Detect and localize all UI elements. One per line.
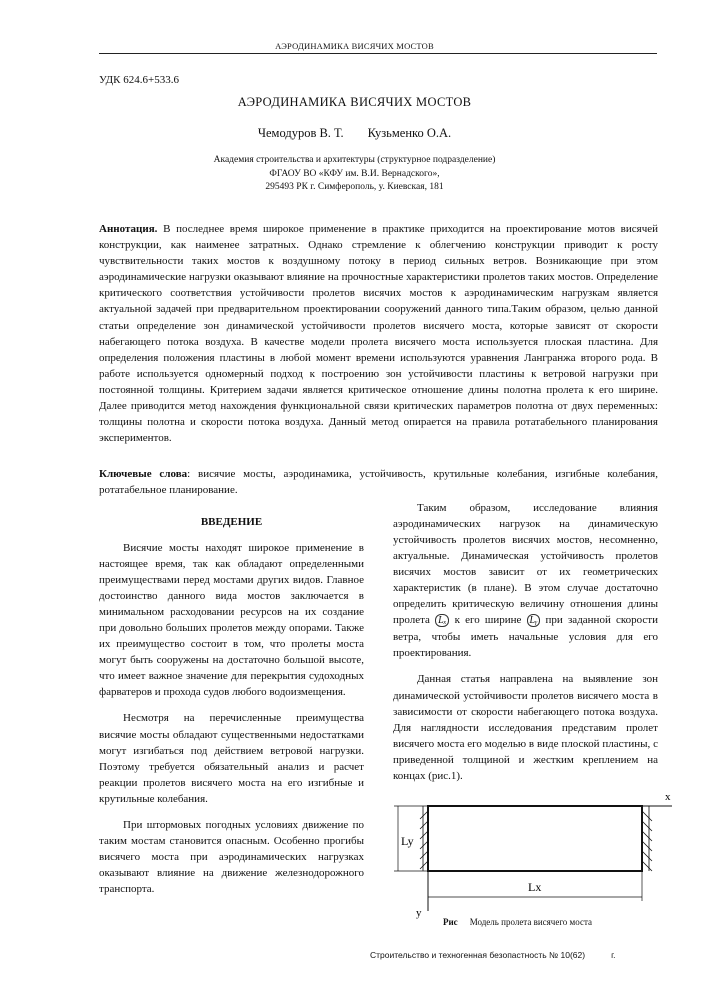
affiliation [0, 154, 709, 195]
author-2: Кузьменко О.А. [367, 126, 452, 140]
keywords-text: : висячие мосты, аэродинамика, устойчивость, крутильные колебания, изгибные колебания, ротатабельное планирование. [99, 468, 658, 497]
label-ly: Ly [401, 834, 414, 848]
figure-caption [443, 917, 592, 927]
symbol-lx: Lₓ [435, 614, 449, 627]
affiliation-line: Академия строительства и архитектуры (структурное подразделение) [213, 155, 496, 165]
section-heading: ВВЕДЕНИЕ [200, 516, 263, 528]
paragraph: Висячие мосты находят широкое применение в настоящее время, так как обладают определенными преимуществами перед мостами других видов. Главное достоинство данного вида мостов заключается в минимальном расходовании ресурсов на их создание при довольно больших пролетов между опорами. Также их преимущество состоит в том, что пролеты моста могут быть сооружены на достаточно большой высоте, что имеет важное значение для перекрытия судоходных фарватеров и прохода судов любого водоизмещения. [99, 542, 364, 699]
abstract-label: Аннотация. [99, 223, 158, 235]
affiliation-line: ФГАОУ ВО «КФУ им. В.И. Вернадского», [269, 168, 440, 179]
paragraph: При штормовых погодных условиях движение по таким мостам становится опасным. Особенно прогибы висячего моста при аэродинамических нагрузках оказывают влияние на движение железнодорожного транспорта. [99, 818, 364, 895]
plate-rect [428, 806, 642, 871]
caption-text: Модель пролета висячего моста [469, 917, 592, 927]
label-x: x [665, 791, 671, 803]
right-support-hatch [642, 811, 652, 871]
right-column [393, 500, 658, 784]
udk-code: УДК 624.6+533.6 [99, 74, 179, 86]
caption-label: Рис [443, 917, 458, 927]
symbol-ly: Lᵧ [527, 614, 541, 627]
article-title: АЭРОДИНАМИКА ВИСЯЧИХ МОСТОВ [237, 95, 472, 109]
abstract-text: В последнее время широкое применение в практике приходится на проектирование мотов висячей конструкции, как наименее затратных. Однако стремление к облегчению конструкции приводит к росту чувствительности таких мостов к воздушному потоку в период сильных ветров. Возникающие при этом аэродинамические нагрузки оказывают влияние на прочностные характеристики пролетов таких мостов. Определение критического соответствия устойчивости пролетов висячих мостов к аэродинамическим нагрузкам является актуальной задачей при предварительном проектировании сооружений данного типа.Таким образом, целью данной статьи определение зон динамической устойчивости пролетов висячего моста, которые зависят от скорости набегающего потока воздуха. В качестве модели пролета висячего моста используется плоская пластина. Для определения положения пластины в любой момент времени используются уравнения Лангранжа второго рода. В работе используется одномерный подход к построению зон устойчивости пластины к ветровой нагрузки при постоянной толщины. Критерием задачи является критическое отношение длины полотна пролета к его ширине. Далее приводится метод нахождения функциональной связи критических параметров полотна от двух переменных: толщины полотна и скорости потока воздуха. Данный метод опирается на правила ротатабельного планирования экспериментов. [99, 223, 659, 445]
paragraph-text: к его ширине [454, 614, 522, 627]
paragraph-text: Таким образом, исследование влияния аэродинамических нагрузок на динамическую устойчивость пролетов висячих мостов, несомненно, актуальные. Динамическая устойчивость пролетов висячих мостов зависит от их геометрических характеристик (в плане). В этом случае достаточно определить критическую величину отношения длины пролета [393, 502, 658, 627]
paragraph: Несмотря на перечисленные преимущества висячие мосты обладают существенными недостатками могут изгибаться под действием ветровой нагрузки. Поэтому требуется обязательный анализ и расчет реакции пролетов висячего моста на его изгибные и крутильные колебания. [99, 712, 364, 805]
journal-name: Строительство и техногенная безопастность № 10(62) [370, 950, 586, 960]
header-rule [99, 53, 657, 54]
abstract [99, 221, 658, 446]
label-lx: Lx [528, 880, 542, 894]
paragraph: Данная статья направлена на выявление зон динамической устойчивости пролетов висячего моста в зависимости от скорости набегающего потока воздуха. Для наглядности исследования представим пролет висячего моста его моделью в виде плоской пластины, с приведенной толщиной и жестким креплением на концах (рис.1). [393, 673, 658, 782]
keywords-label: Ключевые слова [99, 468, 188, 480]
page-footer [370, 950, 616, 960]
paragraph-text: при заданной скорости ветра, чтобы иметь начальные условия для его проектирования. [393, 614, 658, 660]
author-1: Чемодуров В. Т. [257, 126, 344, 140]
paragraph [393, 500, 658, 661]
running-head: АЭРОДИНАМИКА ВИСЯЧИХ МОСТОВ [275, 41, 434, 51]
authors [0, 126, 709, 141]
left-support-hatch [420, 811, 428, 869]
label-y: y [416, 907, 422, 919]
keywords [99, 466, 658, 498]
figure-plate-model [390, 785, 680, 920]
footer-suffix: г. [611, 950, 616, 960]
left-column [99, 540, 364, 897]
affiliation-line: 295493 РК г. Симферополь, у. Киевская, 181 [265, 182, 444, 192]
